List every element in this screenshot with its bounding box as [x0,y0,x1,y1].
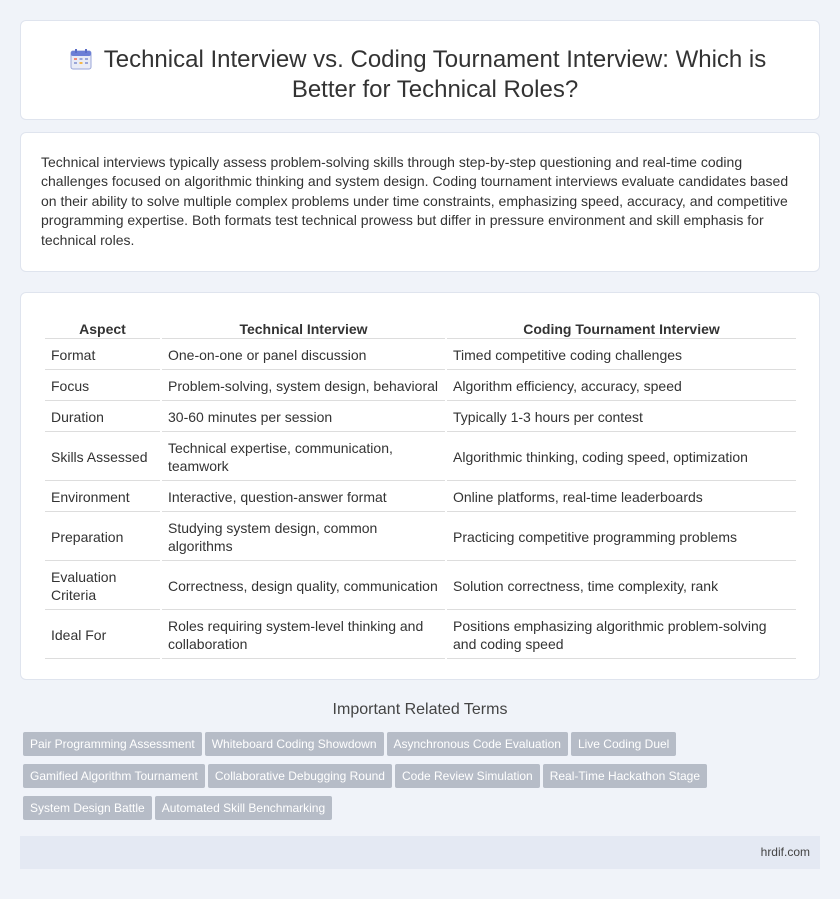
cell-tournament: Practicing competitive programming problems [447,514,796,561]
related-tag[interactable]: Whiteboard Coding Showdown [205,732,384,756]
related-tag[interactable]: Collaborative Debugging Round [208,764,392,788]
table-row [45,514,796,561]
cell-aspect: Focus [45,372,160,401]
related-tag[interactable]: Automated Skill Benchmarking [155,796,332,820]
related-tag[interactable]: Live Coding Duel [571,732,676,756]
cell-aspect: Format [45,341,160,370]
comparison-card [20,292,820,680]
cell-aspect: Preparation [45,514,160,561]
title-card [20,20,820,120]
cell-tournament: Algorithmic thinking, coding speed, optimization [447,434,796,481]
related-tag[interactable]: Pair Programming Assessment [23,732,202,756]
comparison-table [43,317,798,661]
table-row [45,341,796,370]
cell-tournament: Timed competitive coding challenges [447,341,796,370]
cell-aspect: Ideal For [45,612,160,659]
cell-tournament: Solution correctness, time complexity, rank [447,563,796,610]
cell-technical: Problem-solving, system design, behavioral [162,372,445,401]
related-tag[interactable]: Gamified Algorithm Tournament [23,764,205,788]
intro-card [20,132,820,272]
related-terms-section [20,700,820,815]
page-title: Technical Interview vs. Coding Tournament Interview: Which is Better for Technical Roles? [103,46,767,103]
cell-technical: Correctness, design quality, communication [162,563,445,610]
footer-site[interactable]: hrdif.com [760,845,810,859]
related-tag[interactable]: Real-Time Hackathon Stage [543,764,707,788]
cell-technical: Roles requiring system-level thinking and collaboration [162,612,445,659]
table-row [45,434,796,481]
table-row [45,563,796,610]
cell-technical: One-on-one or panel discussion [162,341,445,370]
cell-technical: Technical expertise, communication, teamwork [162,434,445,481]
table-row [45,372,796,401]
cell-technical: 30-60 minutes per session [162,403,445,432]
related-tag[interactable]: Asynchronous Code Evaluation [387,732,568,756]
footer [20,836,820,869]
cell-aspect: Environment [45,483,160,512]
table-row [45,612,796,659]
cell-aspect: Duration [45,403,160,432]
cell-aspect: Skills Assessed [45,434,160,481]
header-technical-interview: Technical Interview [162,319,445,339]
related-tags [23,732,803,828]
header-aspect: Aspect [45,319,160,339]
cell-tournament: Positions emphasizing algorithmic problem-solving and coding speed [447,612,796,659]
table-row [45,403,796,432]
related-tag[interactable]: Code Review Simulation [395,764,540,788]
cell-tournament: Algorithm efficiency, accuracy, speed [447,372,796,401]
cell-tournament: Online platforms, real-time leaderboards [447,483,796,512]
header-coding-tournament: Coding Tournament Interview [447,319,796,339]
cell-tournament: Typically 1-3 hours per contest [447,403,796,432]
intro-text: Technical interviews typically assess problem-solving skills through step-by-step questioning and real-time coding challenges focused on algorithmic thinking and system design. Coding tournament interviews evaluate candidates based on their ability to solve multiple complex problems under time constraints, emphasizing speed, accuracy, and competitive programming expertise. Both formats test technical prowess but differ in pressure environment and skill emphasis for technical roles. [41,154,789,248]
cell-technical: Interactive, question-answer format [162,483,445,512]
related-tag[interactable]: System Design Battle [23,796,152,820]
cell-technical: Studying system design, common algorithms [162,514,445,561]
table-header-row [45,319,796,339]
table-row [45,483,796,512]
related-terms-heading: Important Related Terms [332,701,508,718]
cell-aspect: Evaluation Criteria [45,563,160,610]
